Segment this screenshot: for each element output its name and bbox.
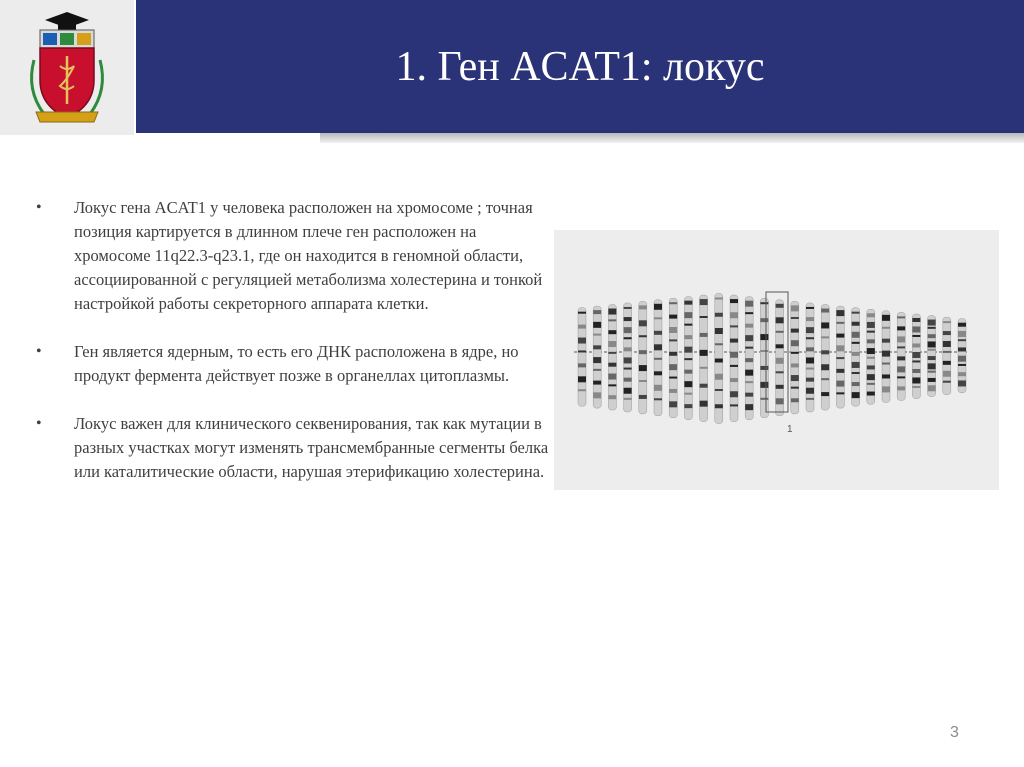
logo-panel <box>0 0 134 135</box>
chromosome <box>654 300 662 416</box>
karyogram-image <box>554 230 999 490</box>
slide-title-container <box>136 0 1024 133</box>
chromosome <box>624 303 632 412</box>
university-crest-logo <box>0 0 134 135</box>
chromosome <box>578 308 586 407</box>
chromosome <box>852 308 860 407</box>
chromosome <box>760 298 768 418</box>
chromosome <box>700 295 708 422</box>
chromosome <box>776 300 784 416</box>
chromosome <box>943 317 951 395</box>
chromosome <box>593 306 601 408</box>
page-number: 3 <box>950 724 959 741</box>
chromosome <box>867 309 875 404</box>
bullet-text: Локус важен для клинического секвенирования, так как мутации в разных участках могут изменять трансмембранные сегменты белка или каталитические области, нарушая этерификацию холестерина. <box>74 414 549 481</box>
chromosome <box>669 298 677 418</box>
bullet-text: Ген является ядерным, то есть его ДНК расположена в ядре, но продукт фермента действует позже в органеллах цитоплазмы. <box>74 342 519 385</box>
bullet-text: Локус гена ACAT1 у человека расположен на хромосоме ; точная позиция картируется в длинном плече ген расположен на хромосоме 11q22.3-q23.1, где он находится в геномной области, ассоциированной с регуляцией метаболизма холестерина и тонкой настройкой работы секреторного аппарата клетки. <box>74 198 543 313</box>
chromosome <box>684 297 692 420</box>
bullet-marker: • <box>36 343 42 360</box>
chromosome <box>928 316 936 397</box>
bullet-item <box>36 196 556 316</box>
chromosome <box>836 306 844 408</box>
karyogram-figure <box>554 230 999 490</box>
chromosome <box>912 314 920 399</box>
chromosome <box>958 319 966 393</box>
bullet-item <box>36 340 556 388</box>
chromosome <box>791 301 799 414</box>
chromosome <box>608 305 616 411</box>
chromosome <box>745 297 753 420</box>
karyogram-label: 1 <box>787 424 793 435</box>
title-bar-shadow <box>320 133 1024 143</box>
bullet-list <box>36 196 556 508</box>
chromosome <box>806 303 814 412</box>
slide-title: 1. Ген ACAT1: локус <box>395 43 765 90</box>
chromosome <box>715 294 723 424</box>
chromosome <box>730 295 738 422</box>
bullet-marker: • <box>36 415 42 432</box>
bullet-marker: • <box>36 199 42 216</box>
bullet-item <box>36 412 556 484</box>
chromosome <box>821 305 829 411</box>
chromosome <box>897 312 905 400</box>
chromosome <box>882 311 890 403</box>
chromosome <box>639 301 647 414</box>
